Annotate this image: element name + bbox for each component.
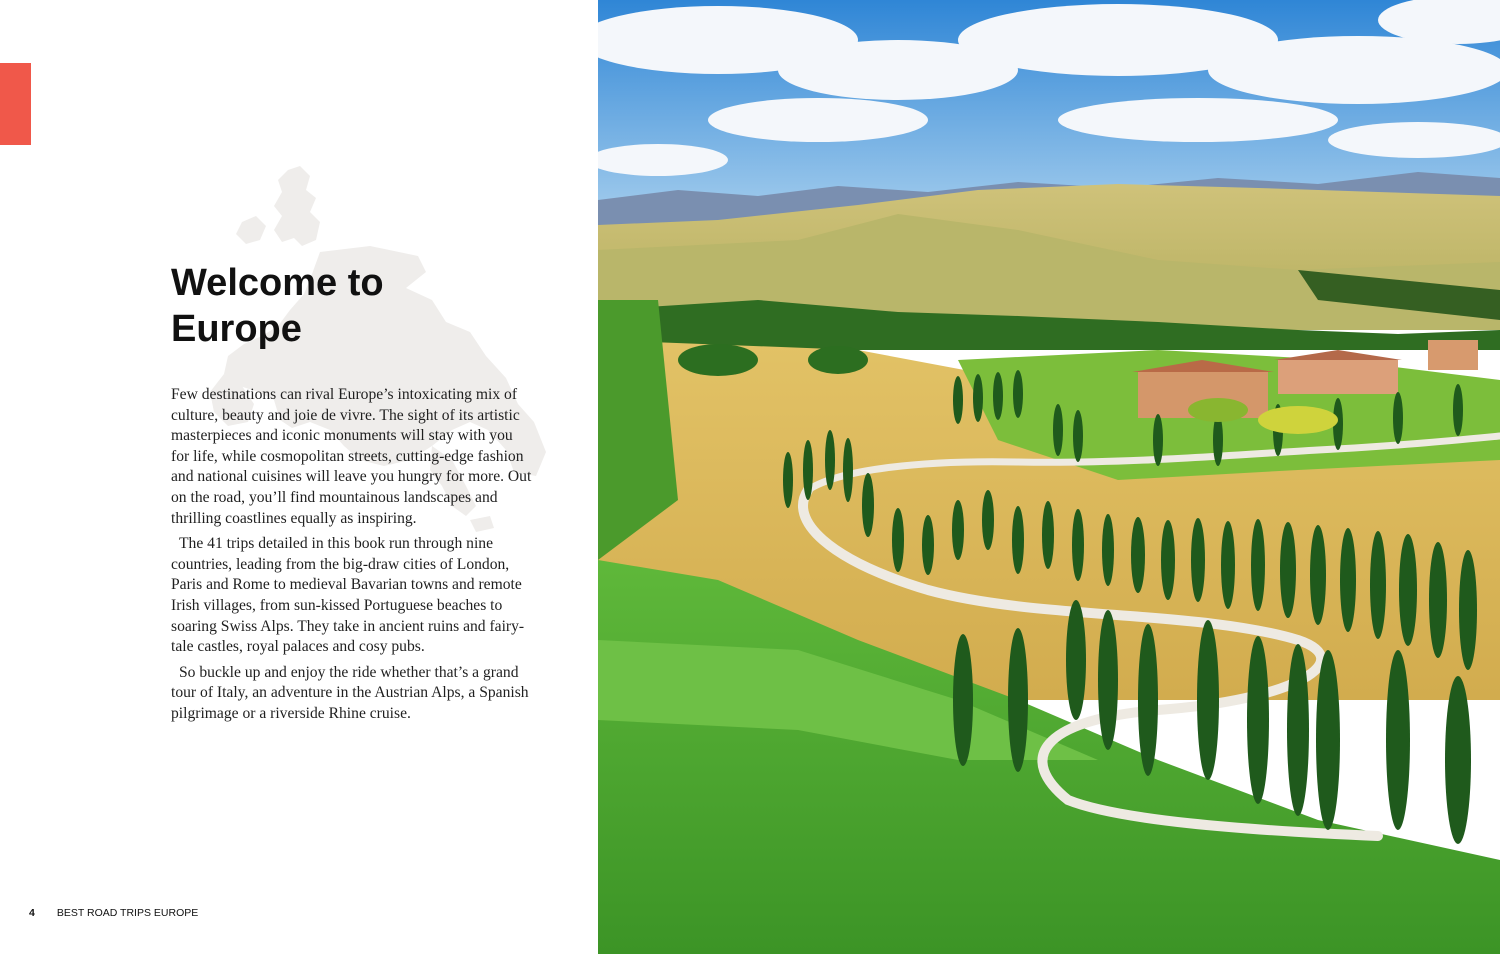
title-line-2: Europe	[171, 308, 302, 350]
intro-paragraph-2: The 41 trips detailed in this book run through nine countries, leading from the big-draw cities of London, Paris and Rome to medieval Bavarian towns and remote Irish villages, from sun-kissed Portuguese beaches to soaring Swiss Alps. They take in ancient ruins and fairy-tale castles, royal palaces and cosy pubs.	[171, 535, 525, 656]
running-title: BEST ROAD TRIPS EUROPE	[56, 907, 199, 919]
intro-paragraph-1: Few destinations can rival Europe’s intoxicating mix of culture, beauty and joie de vivre. The sight of its artistic masterpieces and iconic monuments will stay with you for life, while cosmopolitan streets, cutting-edge fashion and national cuisines will leave you hungry for more. Out on the road, you’ll find mountainous landscapes and thrilling coastlines equally as inspiring.	[171, 386, 532, 527]
tuscany-landscape-photo	[598, 0, 1500, 954]
page-number: 4	[29, 907, 35, 919]
left-page	[0, 0, 598, 954]
landscape-illustration	[598, 0, 1500, 954]
intro-text	[171, 385, 533, 730]
intro-paragraph-3: So buckle up and enjoy the ride whether that’s a grand tour of Italy, an adventure in the Austrian Alps, a Spanish pilgrimage or a riverside Rhine cruise.	[171, 663, 529, 722]
page-title	[171, 260, 551, 352]
page-footer	[29, 907, 198, 919]
title-line-1: Welcome to	[171, 262, 384, 304]
accent-bar	[0, 63, 31, 145]
